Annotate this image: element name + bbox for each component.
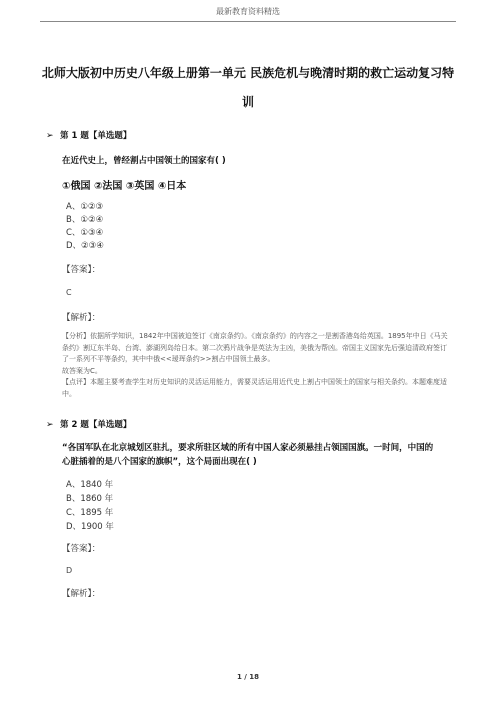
header-divider bbox=[40, 21, 456, 22]
question-1-option-d: D、②③④ bbox=[66, 241, 104, 251]
question-2-option-d: D、1900 年 bbox=[66, 522, 114, 532]
question-1-answer-label: 【答案】： bbox=[62, 265, 101, 275]
question-2-option-a: A、1840 年 bbox=[66, 480, 114, 490]
analysis-line: 故答案为C。 bbox=[62, 366, 102, 375]
question-1-answer: C bbox=[66, 288, 72, 297]
question-1-option-b: B、①②④ bbox=[66, 215, 104, 225]
document-title-continued: 训 bbox=[241, 95, 254, 109]
question-2-analysis-label: 【解析】： bbox=[62, 589, 101, 599]
question-1-analysis bbox=[62, 331, 456, 400]
question-1-option-c: C、①③④ bbox=[66, 228, 104, 238]
question-2-heading-text: 第 2 题【单选题】 bbox=[60, 420, 132, 430]
question-2-option-c: C、1895 年 bbox=[66, 508, 114, 518]
question-2-heading bbox=[46, 418, 131, 430]
question-1-choices: ①俄国 ②法国 ③英国 ④日本 bbox=[62, 181, 187, 192]
analysis-line: 条约》割辽东半岛、台湾、澎湖列岛给日本。第二次鸦片战争是英法为主凶，美俄为帮凶。帝国主义国家先后强迫清政府签订 bbox=[62, 343, 447, 352]
analysis-line: 【分析】依据所学知识，1842年中国被迫签订《南京条约》。《南京条约》的内容之一是割香港岛给英国。1895年中日《马关 bbox=[62, 332, 448, 340]
analysis-line: 【点评】本题主要考查学生对历史知识的灵活运用能力，需要灵活运用近代史上割占中国领土的国家与相关条约。本题难度适 bbox=[62, 378, 447, 386]
question-1-heading bbox=[46, 129, 131, 141]
document-title: 北师大版初中历史八年级上册第一单元 民族危机与晚清时期的救亡运动复习特 bbox=[41, 66, 455, 80]
arrow-bullet-icon: ➢ bbox=[46, 420, 54, 430]
question-1-stem: 在近代史上，曾经割占中国领土的国家有( ) bbox=[62, 156, 226, 166]
page-number: 1 / 18 bbox=[236, 673, 260, 681]
arrow-bullet-icon: ➢ bbox=[46, 131, 54, 141]
question-2-stem-line-1: “各国军队在北京城划区驻扎，要求所驻区域的所有中国人家必须悬挂占领国国旗。一时间，中国的 bbox=[62, 443, 434, 453]
question-1-analysis-label: 【解析】： bbox=[62, 313, 101, 323]
question-2-stem-line-2: 心脏插着的是八个国家的旗帜”，这个局面出现在( ) bbox=[62, 457, 257, 467]
analysis-line: 了一系列不平等条约，其中中俄<<瑷珲条约>>割占中国领土最多。 bbox=[62, 355, 275, 363]
page-header: 最新教育资料精选 bbox=[216, 7, 280, 16]
question-1-option-a: A、①②③ bbox=[66, 202, 104, 212]
question-2-answer: D bbox=[66, 566, 73, 575]
analysis-line: 中。 bbox=[62, 389, 76, 398]
question-2-option-b: B、1860 年 bbox=[66, 494, 114, 504]
question-2-answer-label: 【答案】： bbox=[62, 544, 101, 554]
question-1-heading-text: 第 1 题【单选题】 bbox=[60, 131, 132, 141]
